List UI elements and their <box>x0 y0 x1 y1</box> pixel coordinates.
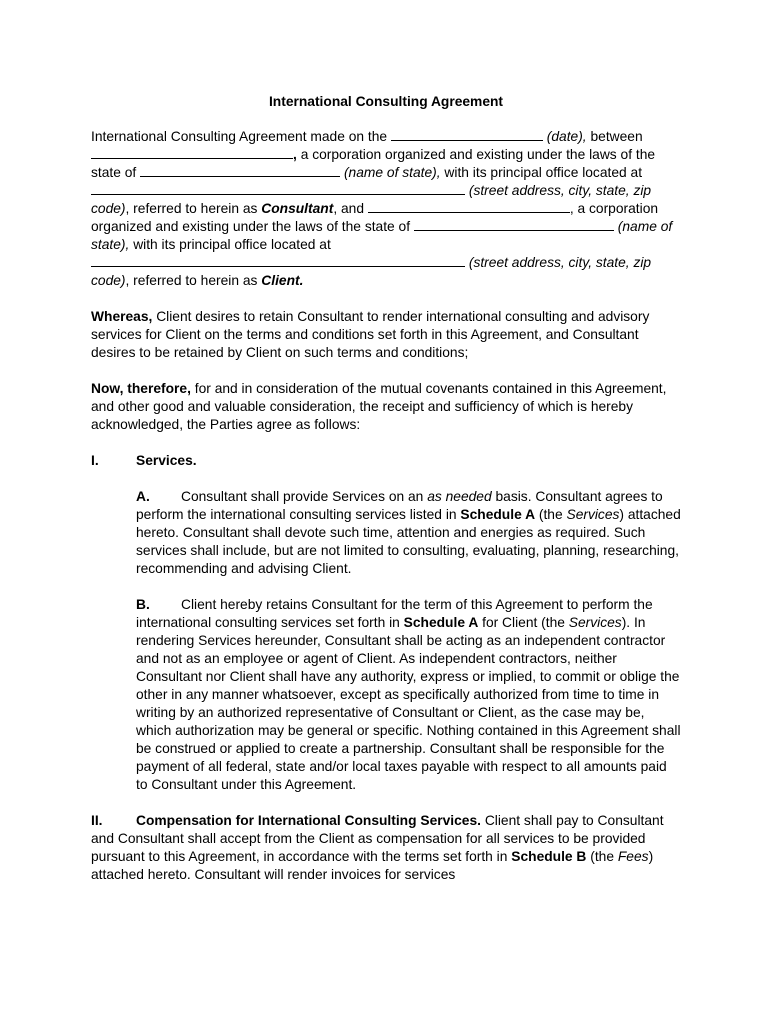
section-1a-number: A. <box>136 489 150 504</box>
state-hint-2: (name of state), <box>91 219 673 252</box>
whereas-paragraph <box>91 308 681 362</box>
section-2-number: II. <box>91 813 103 828</box>
as-needed-term: as needed <box>427 489 492 504</box>
therefore-paragraph <box>91 380 681 434</box>
fees-term: Fees <box>617 849 649 864</box>
section-1a-text-3: (the <box>538 507 563 522</box>
services-term-2: Services <box>568 615 622 630</box>
therefore-text: for and in consideration of the mutual covenants contained in this Agreement, and other good and valuable consideration, the receipt and sufficiency of which is hereby acknowledged, the Parties agree as follows: <box>91 381 667 432</box>
section-1b-text-3: ). In rendering Services hereunder, Consultant shall be acting as an independent contractor and not as an employee or agent of Client. As independent contractors, neither Consultant nor Client shall have any authority, express or implied, to commit or oblige the other in any manner whatsoever, except as specifically authorized from time to time in writing by an authorized representative of Consultant or Client, as the case may be, which authorization may be general or specific. Nothing contained in this Agreement shall be construed or applied to create a partnership. Consultant shall be responsible for the payment of all federal, state and/or local taxes payable with respect to all amounts paid to Consultant under this Agreement. <box>136 615 681 792</box>
intro-text-7: with its principal office located at <box>133 237 331 252</box>
document-page <box>91 93 681 884</box>
state-hint: (name of state), <box>343 165 441 180</box>
whereas-lead: Whereas, <box>91 309 153 324</box>
date-blank[interactable] <box>391 128 543 141</box>
therefore-lead: Now, therefore, <box>91 381 191 396</box>
address-hint-2: (street address, city, state, zip code) <box>91 255 652 288</box>
intro-text-5: , and <box>333 201 364 216</box>
services-term: Services <box>566 507 620 522</box>
whereas-text: Client desires to retain Consultant to render international consulting and advisory services for Client on the terms and conditions set forth in this Agreement, and Consultant desires to be retained by Client on such terms and conditions; <box>91 309 650 360</box>
client-state-blank[interactable] <box>414 218 614 231</box>
consultant-term: Consultant <box>261 201 334 216</box>
intro-text-4: , referred to herein as <box>125 201 258 216</box>
section-2-title: Compensation for International Consulting Services. <box>136 813 481 828</box>
consultant-state-blank[interactable] <box>140 164 340 177</box>
schedule-a-term-2: Schedule A <box>403 615 479 630</box>
section-1b-text-2: for Client (the <box>482 615 565 630</box>
section-1b-paragraph <box>136 596 681 794</box>
comma-1: , <box>293 147 297 162</box>
section-1a-text-4: ) attached hereto. Consultant shall devote such time, attention and energies as required. Such services shall include, but are not limited to consulting, evaluating, planning, researching, recommending and advising Client. <box>136 507 681 576</box>
client-term: Client. <box>261 273 304 288</box>
section-1b-text-1: Client hereby retains Consultant for the term of this Agreement to perform the international consulting services set forth in <box>136 597 653 630</box>
section-2-text-3: ) attached hereto. Consultant will render invoices for services <box>91 849 654 882</box>
section-2-text-2: (the <box>590 849 615 864</box>
section-2-text-1: Client shall pay to Consultant and Consultant shall accept from the Client as compensation for all services to be provided pursuant to this Agreement, in accordance with the terms set forth in <box>91 813 664 864</box>
section-1a-text-1: Consultant shall provide Services on an <box>181 489 424 504</box>
schedule-b-term: Schedule B <box>511 849 587 864</box>
section-1-heading <box>91 452 681 470</box>
between-label: between <box>590 129 643 144</box>
intro-paragraph <box>91 128 681 290</box>
section-1-title: Services. <box>136 453 197 468</box>
intro-text-6: , a corporation organized and existing under the laws of the state of <box>91 201 659 234</box>
section-1b-number: B. <box>136 597 150 612</box>
client-address-blank[interactable] <box>91 254 465 267</box>
intro-text-8: , referred to herein as <box>125 273 258 288</box>
date-hint: (date), <box>546 129 587 144</box>
section-2-paragraph <box>91 812 681 884</box>
document-title: International Consulting Agreement <box>268 94 504 109</box>
consultant-address-blank[interactable] <box>91 182 465 195</box>
consultant-name-blank[interactable] <box>91 146 293 159</box>
section-1a-paragraph <box>136 488 681 578</box>
schedule-a-term: Schedule A <box>460 507 536 522</box>
section-1a-text-2: basis. Consultant agrees to perform the international consulting services listed in <box>136 489 663 522</box>
intro-text-2: a corporation organized and existing under the laws of the state of <box>91 147 656 180</box>
section-1-number: I. <box>91 453 99 468</box>
intro-text-1: International Consulting Agreement made on the <box>91 129 388 144</box>
address-hint: (street address, city, state, zip code) <box>91 183 652 216</box>
client-name-blank[interactable] <box>368 200 570 213</box>
intro-text-3: with its principal office located at <box>444 165 643 180</box>
